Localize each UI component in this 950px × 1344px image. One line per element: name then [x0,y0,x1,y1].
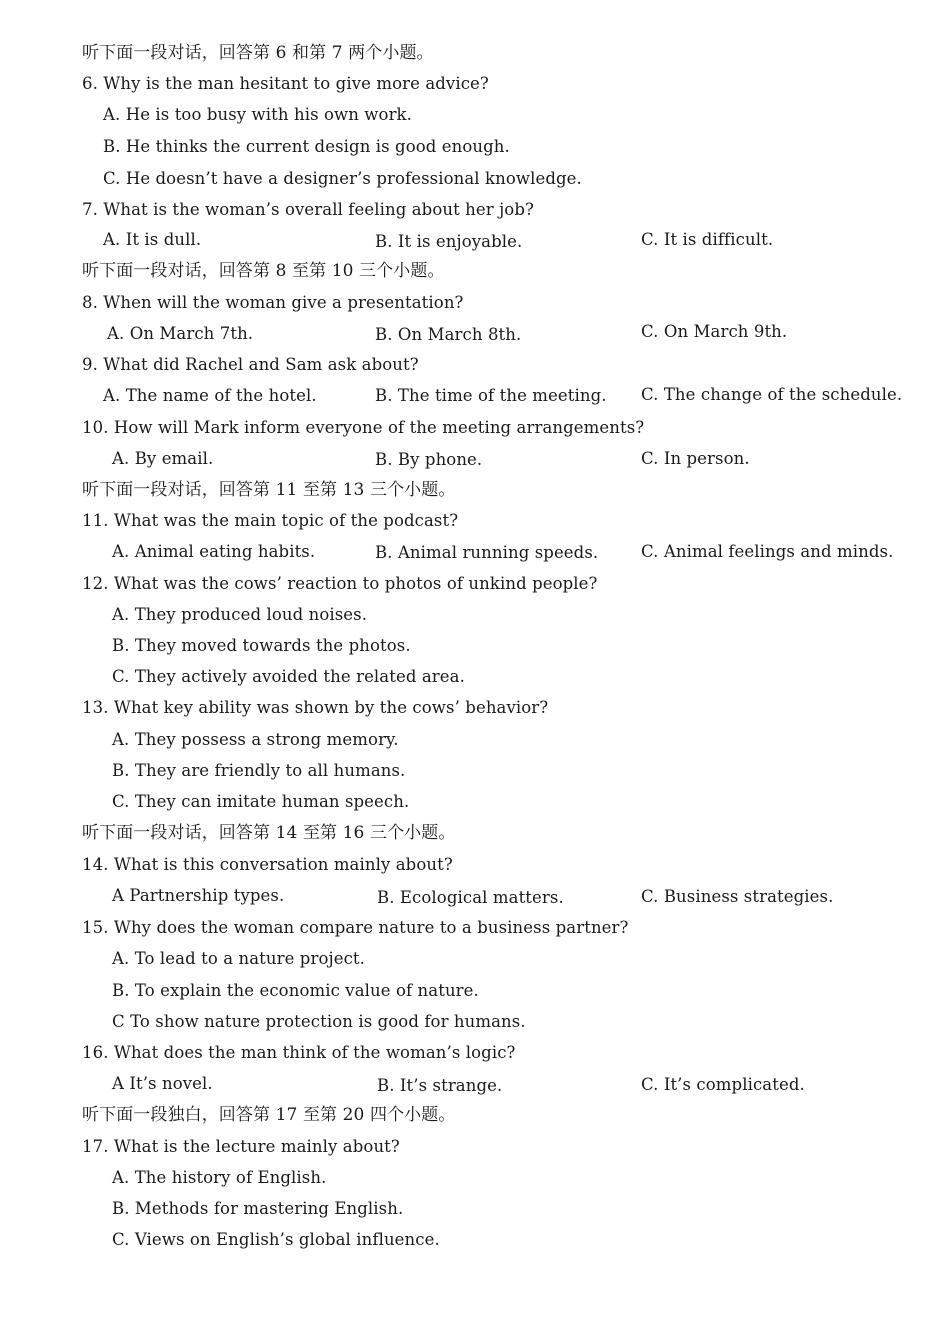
section-heading: 听下面一段对话，回答第 11 至第 13 三个小题。 [82,480,456,500]
option-b: B. It’s strange. [377,1076,503,1095]
option-c: C. They actively avoided the related area. [112,667,465,686]
option-b: B. On March 8th. [375,325,522,344]
option-a: A. To lead to a nature project. [112,949,365,968]
question-stem: 17. What is the lecture mainly about? [82,1137,400,1156]
option-b: B. By phone. [375,450,483,469]
option-b: B. The time of the meeting. [375,386,607,405]
option-c: C. Business strategies. [641,887,834,906]
question-stem: 16. What does the man think of the woman’s logic? [82,1043,516,1062]
option-b: B. They are friendly to all humans. [112,761,406,780]
option-b: B. Animal running speeds. [375,543,599,562]
question-stem: 15. Why does the woman compare nature to a business partner? [82,918,629,937]
section-heading: 听下面一段对话，回答第 6 和第 7 两个小题。 [82,43,434,63]
option-c: C. It is difficult. [641,230,774,249]
option-c: C. He doesn’t have a designer’s professional knowledge. [103,169,582,188]
option-a: A. The history of English. [112,1168,327,1187]
section-heading: 听下面一段独白，回答第 17 至第 20 四个小题。 [82,1105,456,1125]
option-c: C. In person. [641,449,750,468]
question-stem: 6. Why is the man hesitant to give more advice? [82,74,489,93]
question-stem: 14. What is this conversation mainly about? [82,855,453,874]
option-a: A. They possess a strong memory. [112,730,399,749]
option-a: A It’s novel. [112,1074,213,1093]
option-b: B. To explain the economic value of nature. [112,981,479,1000]
option-a: A. On March 7th. [107,324,254,343]
option-a: A. Animal eating habits. [112,542,316,561]
question-stem: 9. What did Rachel and Sam ask about? [82,355,419,374]
option-a: A. By email. [112,449,214,468]
option-a: A. He is too busy with his own work. [103,105,412,124]
option-c: C To show nature protection is good for humans. [112,1012,526,1031]
option-c: C. The change of the schedule. [641,385,903,404]
option-b: B. He thinks the current design is good enough. [103,137,510,156]
option-b: B. It is enjoyable. [375,232,523,251]
option-a: A. The name of the hotel. [103,386,317,405]
option-c: C. Views on English’s global influence. [112,1230,440,1249]
question-stem: 7. What is the woman’s overall feeling about her job? [82,200,534,219]
question-stem: 11. What was the main topic of the podcast? [82,511,459,530]
section-heading: 听下面一段对话，回答第 8 至第 10 三个小题。 [82,261,445,281]
section-heading: 听下面一段对话，回答第 14 至第 16 三个小题。 [82,823,456,843]
option-b: B. They moved towards the photos. [112,636,411,655]
question-stem: 10. How will Mark inform everyone of the meeting arrangements? [82,418,645,437]
option-c: C. On March 9th. [641,322,788,341]
option-a: A. It is dull. [103,230,202,249]
option-c: C. They can imitate human speech. [112,792,410,811]
question-stem: 12. What was the cows’ reaction to photos of unkind people? [82,574,598,593]
question-stem: 13. What key ability was shown by the cows’ behavior? [82,698,549,717]
option-a: A. They produced loud noises. [112,605,368,624]
option-b: B. Ecological matters. [377,888,564,907]
option-c: C. Animal feelings and minds. [641,542,894,561]
question-stem: 8. When will the woman give a presentation? [82,293,464,312]
option-c: C. It’s complicated. [641,1075,805,1094]
option-a: A Partnership types. [112,886,285,905]
option-b: B. Methods for mastering English. [112,1199,404,1218]
